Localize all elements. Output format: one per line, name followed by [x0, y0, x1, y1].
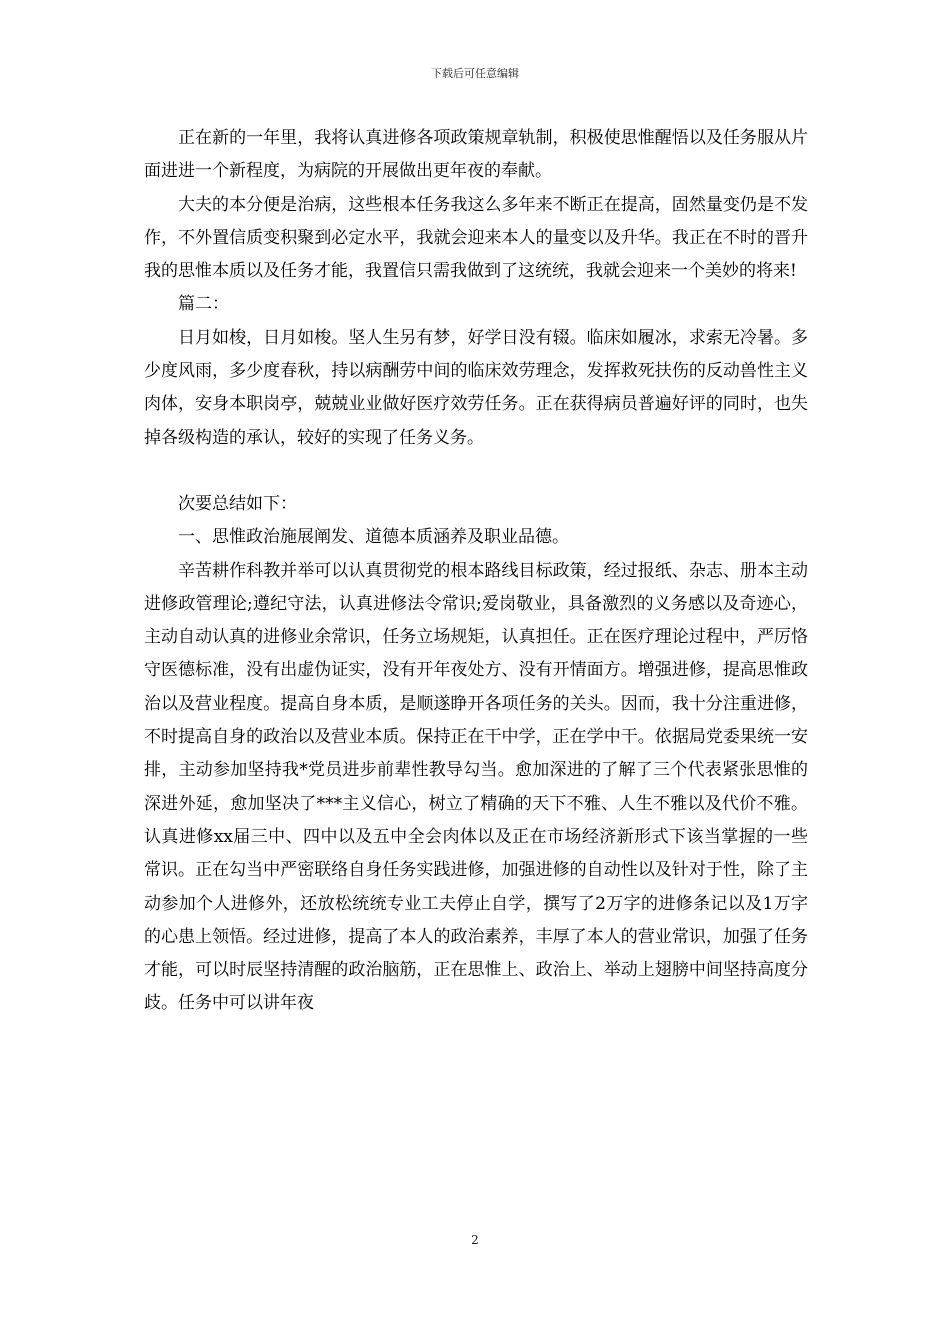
paragraph: 日月如梭，日月如梭。坚人生另有梦，好学日没有辍。临床如履冰，求索无冷暑。多少度风雨，多少度春秋，持以病酬劳中间的临床效劳理念，发挥救死扶伤的反动兽性主义肉体，安身本职岗亭，兢兢业业做好医疗效劳任务。正在获得病员普遍好评的同时，也失掉各级构造的承认，较好的实现了任务义务。 — [144, 327, 808, 448]
summary-heading: 次要总结如下： — [178, 493, 297, 514]
paragraph: 大夫的本分便是治病，这些根本任务我这么多年来不断正在提高，固然量变仍是不发作，不外置信质变积聚到必定水平，我就会迎来本人的量变以及升华。我正在不时的晋升我的思惟本质以及任务才能，我置信只需我做到了这统统，我就会迎来一个美妙的将来! — [144, 194, 808, 282]
subsection-heading: 一、思惟政治施展阐发、道德本质涵养及职业品德。 — [178, 527, 569, 548]
paragraph: 正在新的一年里，我将认真进修各项政策规章轨制，积极使思惟醒悟以及任务服从片面进进一个新程度，为病院的开展做出更年夜的奉献。 — [144, 128, 808, 182]
paragraph: 辛苦耕作科教并举可以认真贯彻党的根本路线目标政策，经过报纸、杂志、册本主动进修政管理论;遵纪守法，认真进修法令常识;爱岗敬业，具备激烈的义务感以及奇迹心，主动自动认真的进修业余常识，任务立场规矩，认真担任。正在医疗理论过程中，严厉恪守医德标准，没有出虚伪证实，没有开年夜处方、没有开情面方。增强进修，提高思惟政治以及营业程度。提高自身本质，是顺遂睁开各项任务的关头。因而，我十分注重进修，不时提高自身的政治以及营业本质。保持正在干中学，正在学中干。依据局党委果统一安排，主动参加坚持我*党员进步前辈性教导勾当。愈加深进的了解了三个代表紧张思惟的深进外延，愈加坚决了***主义信心，树立了精确的天下不雅、人生不雅以及代价不雅。认真进修xx届三中、四中以及五中全会肉体以及正在市场经济新形式下该当掌握的一些常识。正在勾当中严密联络自身任务实践进修，加强进修的自动性以及针对于性，除了主动参加个人进修外，还放松统统专业工夫停止自学，撰写了2万字的进修条记以及1万字的心患上领悟。经过进修，提高了本人的政治素养，丰厚了本人的营业常识，加强了任务才能，可以时辰坚持清醒的政治脑筋，正在思惟上、政治上、举动上翅膀中间坚持高度分歧。任务中可以讲年夜 — [144, 560, 808, 1014]
document-body — [144, 122, 808, 1021]
page-footer — [0, 1232, 950, 1248]
page-header — [0, 67, 950, 81]
blank-line — [144, 455, 808, 488]
section-heading: 篇二： — [178, 294, 229, 315]
header-text: 下载后可任意编辑 — [431, 67, 519, 80]
page-number: 2 — [471, 1233, 479, 1247]
